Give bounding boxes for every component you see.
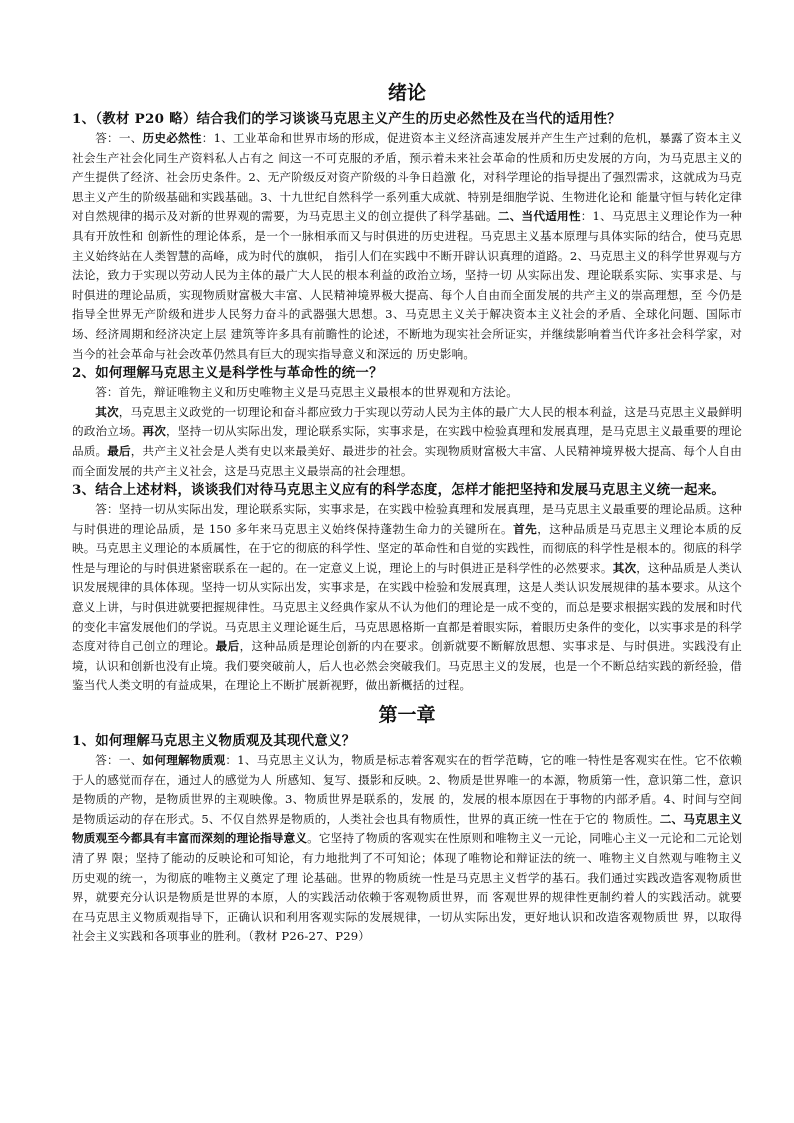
question-2-answer-p2	[72, 403, 742, 481]
answer-text: ：1、马克思主义理论作为一种具有开放性和 创新性的理论体系，是一个一脉相承而又与时俱进的历史进程。马克思主义基本原理与具体实际的结合，使马克思主义始终站在人类智慧的高峰，成为时代的旗帜， 指引人们在实践中不断开辟认识真理的道路。2、马克思主义的科学世界观与方法论，致力于实现以劳动人民为主体的最广大人民的根本利益的政治立场，坚持一切 从实际出发、理论联系实际、实事求是、与时俱进的理论品质，实现物质财富极大丰富、人民精神境界极大提高、每个人自由而全面发展的共产主义的崇高理想，至 今仍是指导全世界无产阶级和进步人民努力奋斗的武器强大思想。3、马克思主义关于解决资本主义社会的矛盾、全球化问题、国际市场、经济周期和经济决定上层 建筑等许多具有前瞻性的论述，不断地为现实社会所证实，并继续影响着当代许多社会科学家，对当今的社会革命与社会改革仍然具有巨大的现实指导意义和深远的 历史影响。	[72, 209, 742, 361]
answer-text: ，这种品质是马克思主义理论本质的反映。马克思主义理论的本质属性，在于它的彻底的科学性、坚定的革命性和自觉的实践性，而彻底的科学性是根本的。彻底的科学性是与理论的与时俱进紧密联系在一起的。在一定意义上说，理论上的与时俱进正是科学性的必然要求。	[72, 521, 742, 575]
keyword-finally: 最后	[215, 639, 240, 654]
answer-text: ：1、马克思主义认为，物质是标志着客观实在的哲学范畴，它的唯一特性是客观实在性。它不依赖于人的感觉而存在，通过人的感觉为人 所感知、复写、摄影和反映。2、物质是世界唯一的本源，物质第一性，意识第二性，意识是物质的产物，是物质世界的主观映像。3、物质世界是联系的，发展 的，发展的根本原因在于事物的内部矛盾。4、时间与空间是物质运动的存在形式。5、不仅自然界是物质的，人类社会也具有物质性，世界的真正统一性在于它的 物质性。	[72, 753, 742, 826]
keyword-contemporary-applicability: 二、当代适用性	[497, 209, 581, 224]
chapter-title-one: 第一章	[378, 704, 436, 727]
answer-text: 。它坚持了物质的客观实在性原则和唯物主义一元论，同唯心主义一元论和二元论划清了界 限；坚持了能动的反映论和可知论，有力地批判了不可知论；体现了唯物论和辩证法的统一、唯物主义自然观与唯物主义历史观的统一，为彻底的唯物主义奠定了理 论基础。世界的物质统一性是马克思主义哲学的基石。我们通过实践改造客观物质世界，就要充分认识是物质是世界的本原，人的实践活动依赖于客观物质世界，而 客观世界的规律性更制约着人的实践活动。就要在马克思主义物质观指导下，正确认识和利用客观实际的发展规律，一切从实际出发，更好地认识和改造客观物质世 界，以取得社会主义实践和各项事业的胜利。（教材 P26-27、P29）	[72, 831, 742, 944]
keyword-again: 再次	[142, 424, 167, 439]
keyword-materialism-view: 如何理解物质观	[142, 753, 226, 768]
answer-text: ，这种品质是理论创新的内在要求。创新就要不断解放思想、实事求是、与时俱进。实践没有止境，认识和创新也没有止境。我们要突破前人，后人也必然会突破我们。马克思主义的发展，也是一个不断总结实践的新经验，借鉴当代人类文明的有益成果，在理论上不断扩展新视野，做出新概括的过程。	[72, 639, 742, 693]
question-3-title: 3、结合上述材料，谈谈我们对待马克思主义应有的科学态度，怎样才能把坚持和发展马克思主义统一起来。	[72, 482, 726, 499]
keyword-secondly: 其次	[612, 560, 637, 575]
question-1-title: 1、（教材 P20 略）结合我们的学习谈谈马克思主义产生的历史必然性及在当代的适用性？	[72, 111, 621, 127]
answer-text: ：1、工业革命和世界市场的形成，促进资本主义经济高速发展并产生生产过剩的危机，暴露了资本主义社会生产社会化同生产资料私人占有之 间这一不可克服的矛盾，预示着未来社会革命的性质和历史发展的方向，为马克思主义的产生提供了经济、社会历史条件。2、无产阶级反对资产阶级的斗争日趋激 化，对科学理论的指导提出了强烈需求，这就成为马克思主义产生的阶级基础和实践基础。3、十九世纪自然科学一系列重大成就、特别是细胞学说、生物进化论和 能量守恒与转化定律对自然规律的揭示及对新的世界观的需要，为马克思主义的创立提供了科学基础。	[72, 131, 742, 224]
question-1-answer	[72, 129, 742, 364]
question-2-title: 2、如何理解马克思主义是科学性与革命性的统一？	[72, 365, 383, 382]
chapter-title-intro: 绪论	[387, 82, 426, 104]
answer-text: 答：坚持一切从实际出发，理论联系实际，实事求是，在实践中检验真理和发展真理，是马克思主义最重要的理论品质。这种与时俱进的理论品质，是 150 多年来马克思主义始终保持蓬勃生命力的关键所在。	[72, 502, 742, 536]
answer-text: ，这种品质是人类认识发展规律的具体体现。坚持一切从实际出发，实事求是，在实践中检验和发展真理，这是人类认识发展规律的基本要求。从这个意义上讲，与时俱进就要把握规律性。马克思主义经典作家从不认为他们的理论是一成不变的，而总是要求根据实践的发展和时代的变化丰富发展他们的学说。马克思主义理论诞生后，马克思恩格斯一直都是着眼实际，着眼历史条件的变化，以实事求是的科学态度对待自己创立的理论。	[72, 560, 742, 654]
question-3-answer	[72, 500, 742, 696]
keyword-finally: 最后	[107, 443, 131, 458]
chapter1-question-1-title: 1、如何理解马克思主义物质观及其现代意义？	[72, 733, 356, 750]
chapter1-question-1-answer	[72, 751, 742, 947]
keyword-secondly: 其次	[95, 404, 119, 419]
answer-text: ，坚持一切从实际出发，理论联系实际，实事求是，在实践中检验真理和发展真理，是马克思主义最重要的理论品质。	[72, 424, 742, 458]
answer-lead: 答：一、	[95, 753, 143, 768]
document-page	[72, 80, 742, 947]
question-2-answer-p1: 答：首先，辩证唯物主义和历史唯物主义是马克思主义最根本的世界观和方法论。	[95, 385, 518, 400]
keyword-historical-necessity: 历史必然性	[142, 131, 202, 145]
answer-text: ，共产主义社会是人类有史以来最美好、最进步的社会。实现物质财富极大丰富、人民精神境界极大提高、每个人自由而全面发展的共产主义社会，这是马克思主义最崇高的社会理想。	[72, 443, 742, 478]
keyword-first: 首先	[513, 521, 538, 536]
keyword-theoretical-significance: 二、马克思主义物质观至今都具有丰富而深刻的理论指导意义	[72, 811, 742, 846]
answer-text: ，马克思主义政党的一切理论和奋斗都应致力于实现以劳动人民为主体的最广大人民的根本利益，这是马克思主义最鲜明的政治立场。	[72, 404, 742, 439]
answer-lead: 答：一、	[95, 131, 143, 145]
